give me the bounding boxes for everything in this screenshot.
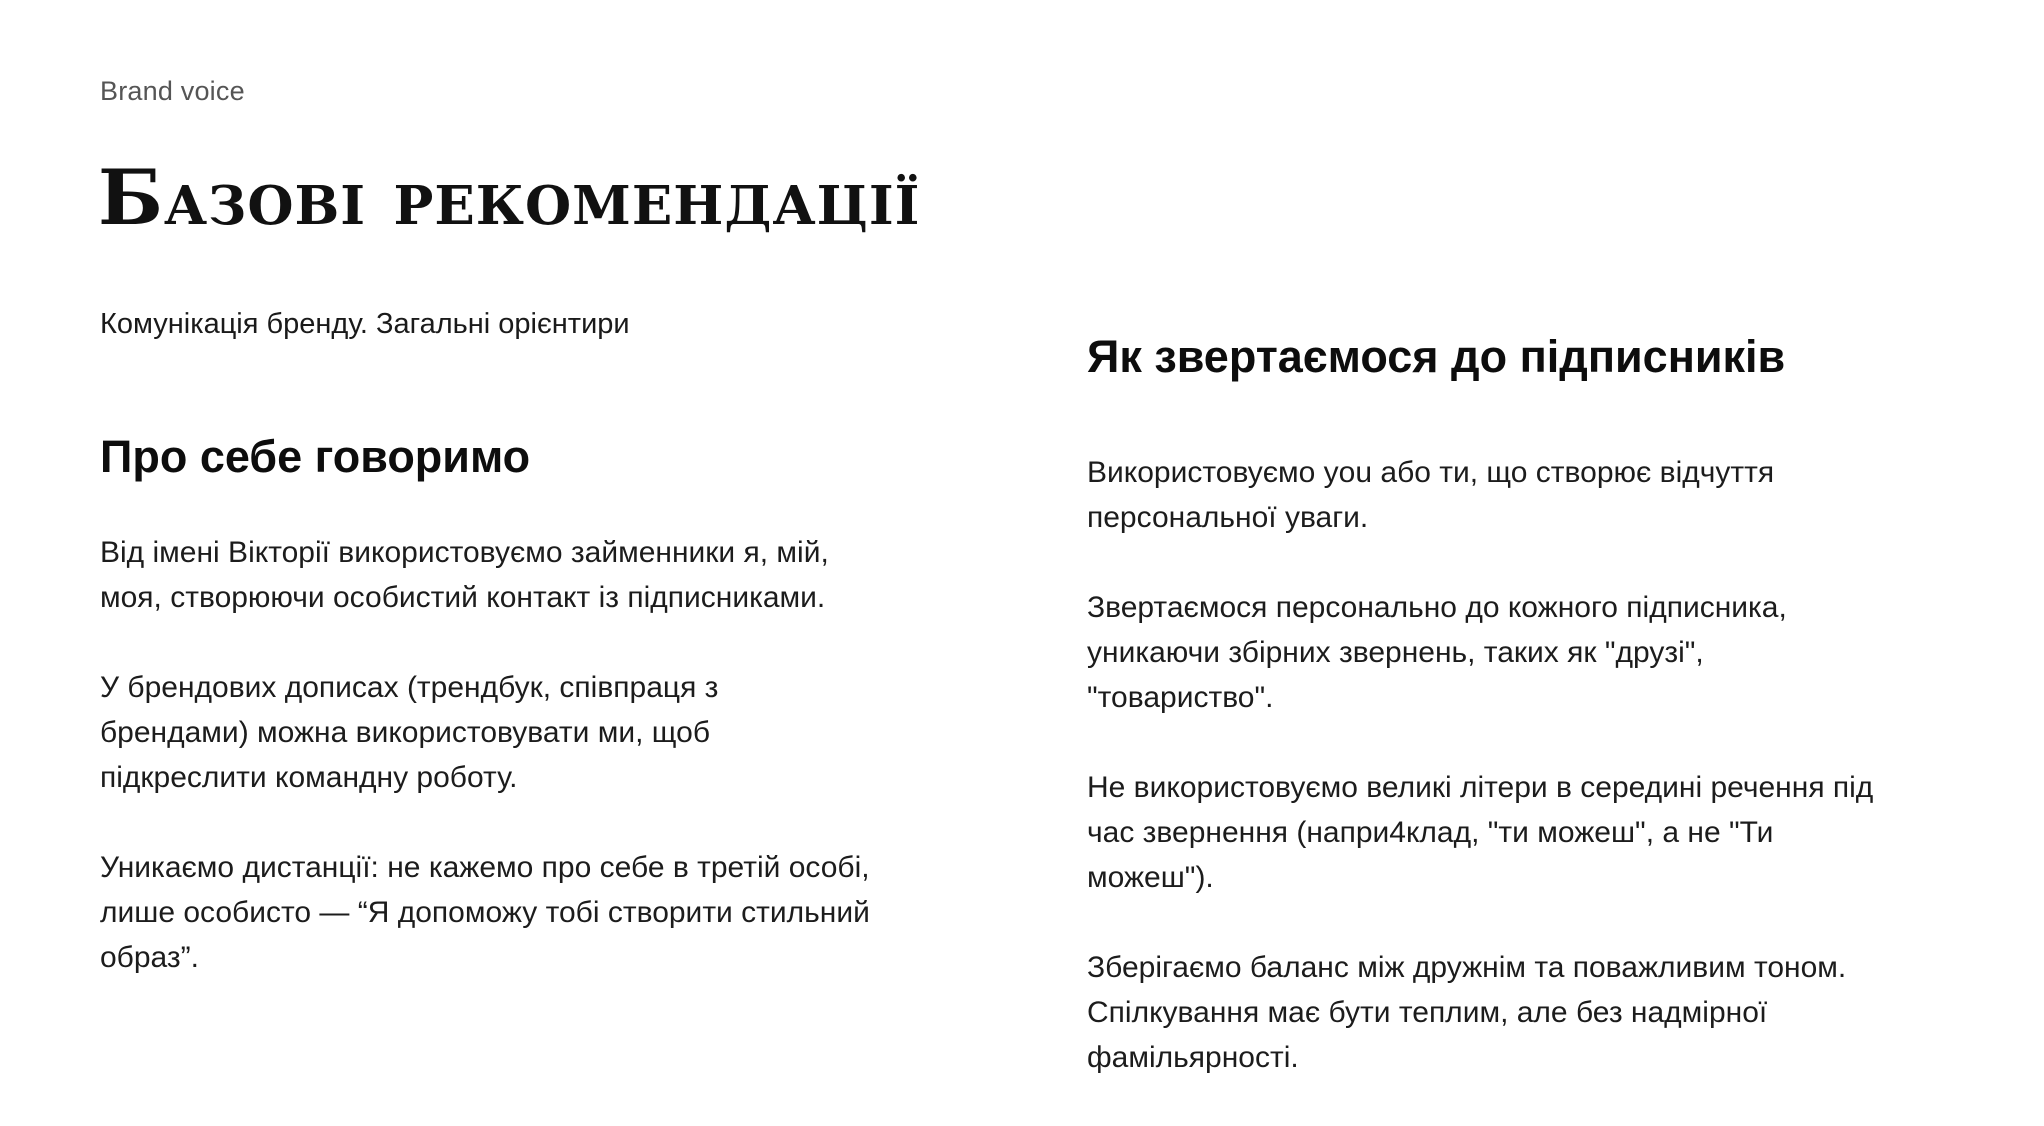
- paragraph: Звертаємося персонально до кожного підписника, уникаючи збірних звернень, таких як "друзі", "товариство".: [1087, 591, 1787, 714]
- section-addressing-followers: [1087, 330, 1987, 1125]
- paragraph: Використовуємо you або ти, що створює відчуття персональної уваги.: [1087, 456, 1775, 534]
- section-heading: Про себе говоримо: [100, 431, 531, 482]
- section-self-reference: [100, 430, 920, 1025]
- paragraph: У брендових дописах (трендбук, співпраця з брендами) можна використовувати ми, щоб підкреслити командну роботу.: [100, 671, 719, 794]
- paragraph: Від імені Вікторії використовуємо займенники я, мій, моя, створюючи особистий контакт із підписниками.: [100, 536, 829, 614]
- eyebrow-label: Brand voice: [100, 76, 245, 106]
- section-heading: Як звертаємося до підписників: [1087, 331, 1786, 382]
- paragraph: Не використовуємо великі літери в середині речення під час звернення (напри4клад, "ти можеш", а не "Ти можеш").: [1087, 771, 1874, 894]
- paragraph: Зберігаємо баланс між дружнім та поважливим тоном. Спілкування має бути теплим, але без надмірної фамільярності.: [1087, 951, 1847, 1074]
- page-title: Базові рекомендації: [98, 153, 921, 242]
- page-subtitle: Комунікація бренду. Загальні орієнтири: [100, 308, 630, 340]
- paragraph: Уникаємо дистанції: не кажемо про себе в третій особі, лише особисто — “Я допоможу тобі створити стильний образ”.: [100, 851, 870, 974]
